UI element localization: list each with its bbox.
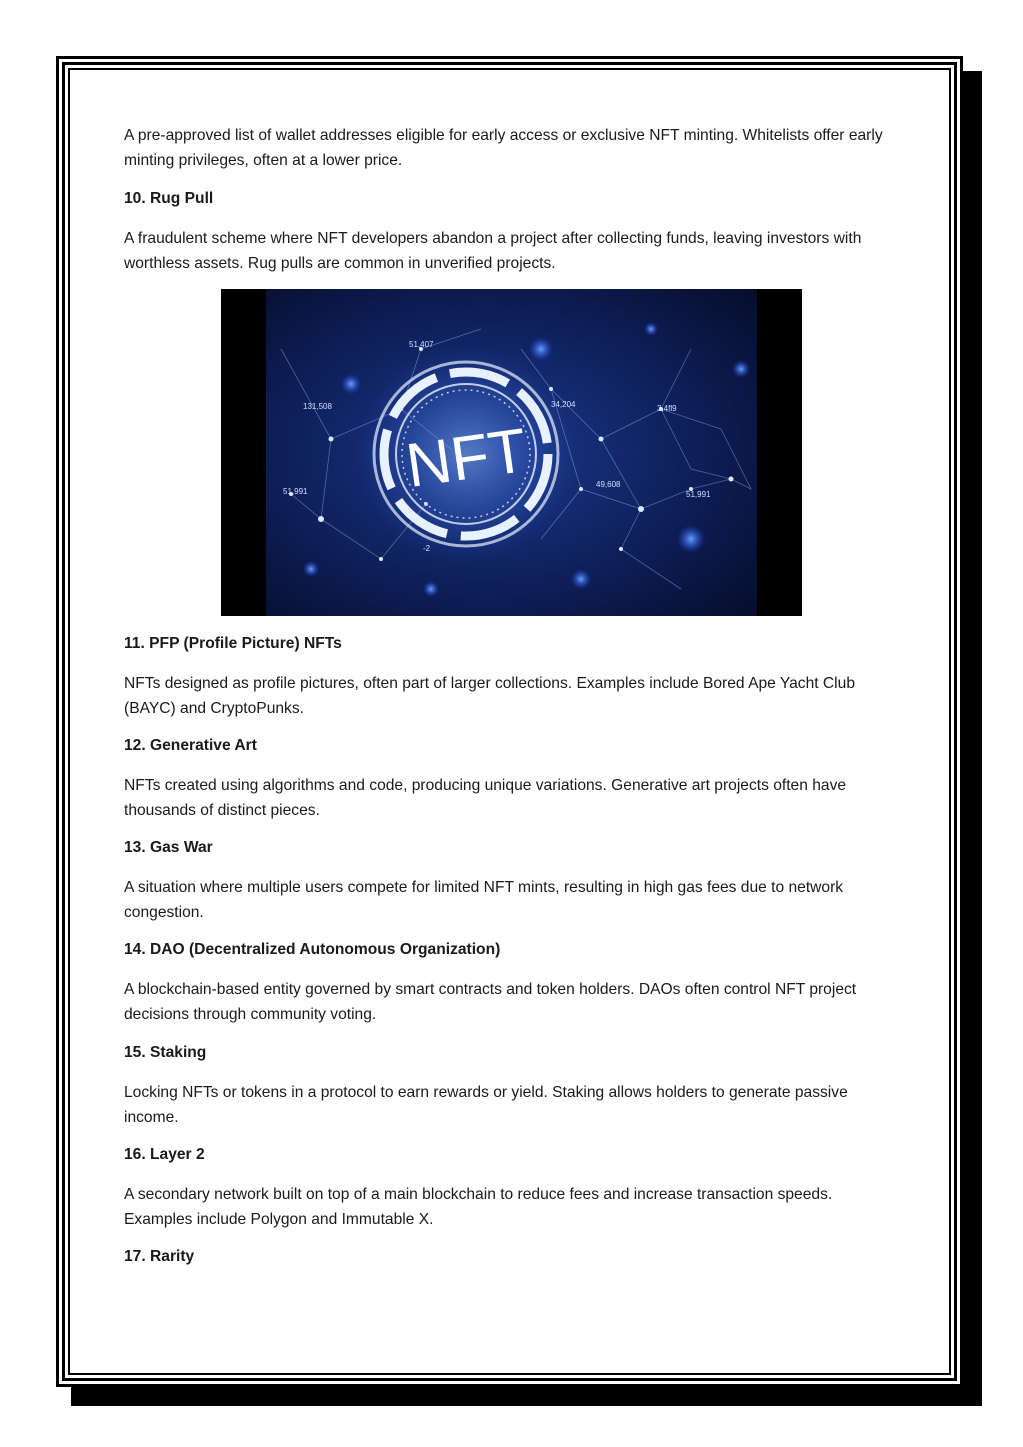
node-label: 131,508 xyxy=(303,402,332,411)
section-heading: 11. PFP (Profile Picture) NFTs xyxy=(124,635,342,652)
node-label: 34,204 xyxy=(551,400,576,409)
node-label: 51,991 xyxy=(686,490,711,499)
body-paragraph: A pre-approved list of wallet addresses eligible for early access or exclusive NFT minting. Whitelists offer early minting privileges, often at a lower price. xyxy=(124,127,883,169)
body-paragraph: NFTs designed as profile pictures, often part of larger collections. Examples include Bored Ape Yacht Club (BAYC) and CryptoPunks. xyxy=(124,675,855,717)
node-label: 49,608 xyxy=(596,480,621,489)
section-heading: 12. Generative Art xyxy=(124,737,257,754)
node-label: 3,4fl9 xyxy=(657,404,677,413)
node-label: 51,991 xyxy=(283,487,308,496)
body-paragraph: NFTs created using algorithms and code, producing unique variations. Generative art projects often have thousands of distinct pieces. xyxy=(124,777,847,819)
section-heading: 13. Gas War xyxy=(124,839,213,856)
section-heading: 10. Rug Pull xyxy=(124,190,214,207)
nft-network-image xyxy=(221,289,802,616)
section-heading: 14. DAO (Decentralized Autonomous Organization) xyxy=(124,941,501,958)
node-label: 51,407 xyxy=(409,340,434,349)
nft-emblem-text: NFT xyxy=(402,415,532,502)
body-paragraph: A blockchain-based entity governed by smart contracts and token holders. DAOs often control NFT project decisions through community voting. xyxy=(124,981,857,1023)
section-heading: 17. Rarity xyxy=(124,1248,195,1265)
node-label: -2 xyxy=(423,544,431,553)
body-paragraph: A secondary network built on top of a main blockchain to reduce fees and increase transaction speeds. Examples include Polygon and Immutable X. xyxy=(124,1186,833,1228)
section-heading: 16. Layer 2 xyxy=(124,1146,205,1163)
nft-illustration xyxy=(221,289,802,616)
body-paragraph: A situation where multiple users compete for limited NFT mints, resulting in high gas fees due to network congestion. xyxy=(124,879,844,921)
body-paragraph: A fraudulent scheme where NFT developers abandon a project after collecting funds, leaving investors with worthless assets. Rug pulls are common in unverified projects. xyxy=(124,230,862,272)
body-paragraph: Locking NFTs or tokens in a protocol to earn rewards or yield. Staking allows holders to generate passive income. xyxy=(124,1084,848,1126)
section-heading: 15. Staking xyxy=(124,1044,207,1061)
